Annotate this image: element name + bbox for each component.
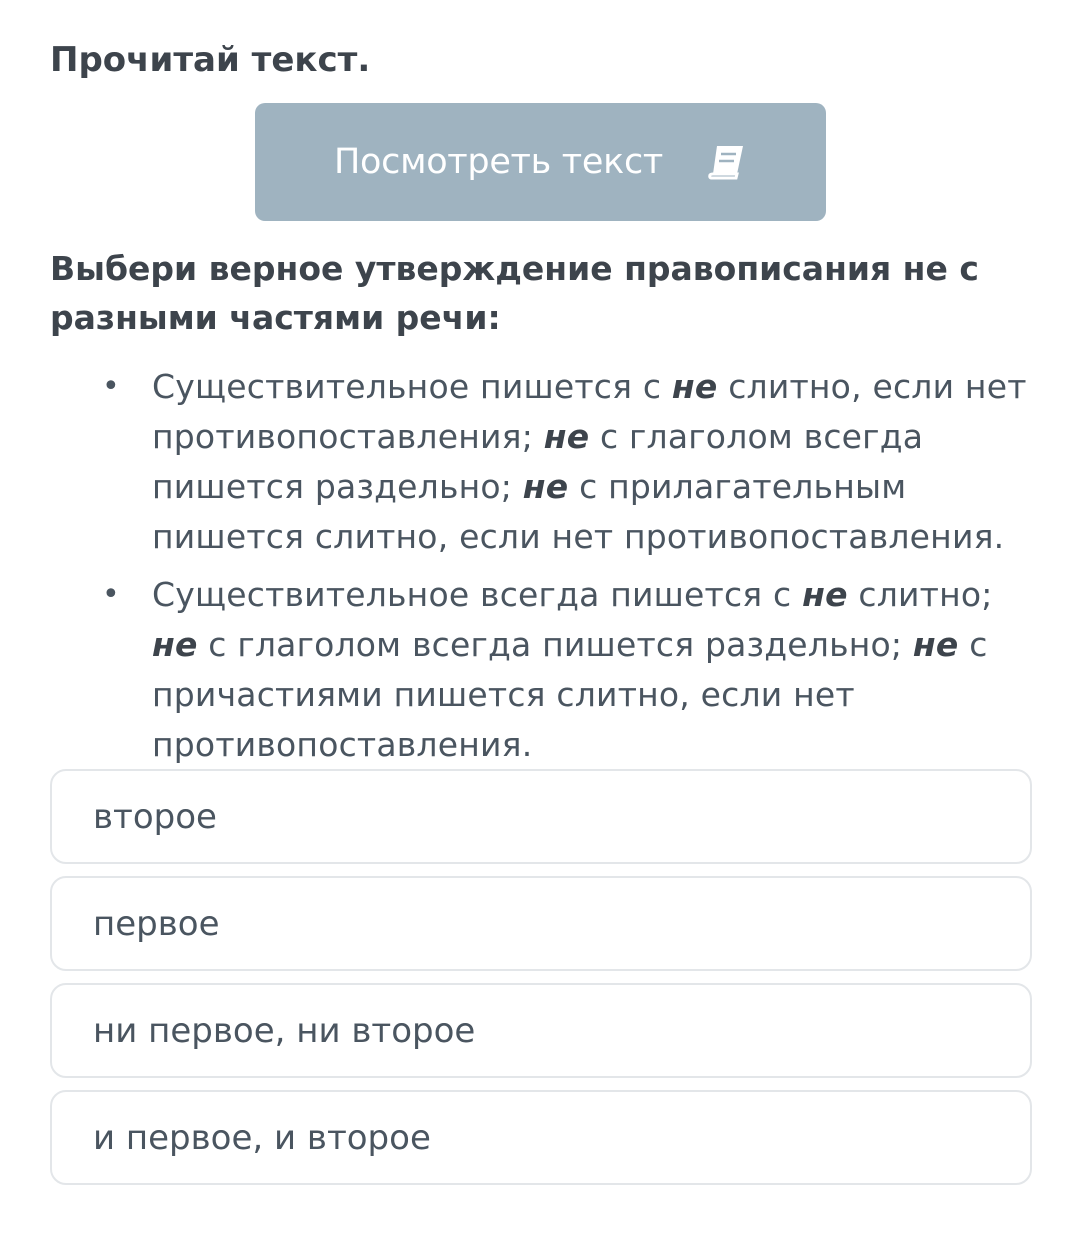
statement-text: слитно, если нет противопоставления; (152, 367, 1027, 456)
page-heading: Прочитай текст. (50, 40, 371, 80)
view-text-button[interactable] (255, 103, 826, 221)
ne-particle: не (671, 367, 718, 406)
statement-text: с глаголом всегда пишется раздельно; (152, 417, 924, 506)
statement-1 (100, 362, 1040, 562)
view-text-button-label: Посмотреть текст (334, 142, 663, 182)
ne-particle: не (152, 625, 198, 664)
answer-options (50, 769, 1032, 1197)
answer-option-first[interactable]: первое (50, 876, 1032, 971)
statement-text: с глаголом всегда пишется раздельно; (197, 625, 913, 664)
bullet: • (102, 369, 120, 404)
answer-option-neither[interactable]: ни первое, ни второе (50, 983, 1032, 1078)
statement-2 (100, 570, 1040, 770)
ne-particle: не (802, 575, 848, 614)
statement-text: Существительное всегда пишется с (152, 575, 803, 614)
statement-text: с прилагательным пишется слитно, если нет противопоставления. (152, 467, 1005, 556)
ne-particle: не (912, 625, 959, 664)
statement-text: слитно; (847, 575, 993, 614)
statement-text: Существительное пишется с (152, 367, 672, 406)
answer-option-both[interactable]: и первое, и второе (50, 1090, 1032, 1185)
question-text: Выбери верное утверждение правописания не с разными частями речи: (50, 249, 979, 337)
statement-text: с причастиями пишется слитно, если нет противопоставления. (152, 625, 988, 764)
answer-option-second[interactable]: второе (50, 769, 1032, 864)
statements-list (100, 362, 1040, 778)
book-icon (707, 143, 747, 181)
bullet: • (102, 577, 120, 612)
ne-particle: не (543, 417, 590, 456)
ne-particle: не (522, 467, 569, 506)
